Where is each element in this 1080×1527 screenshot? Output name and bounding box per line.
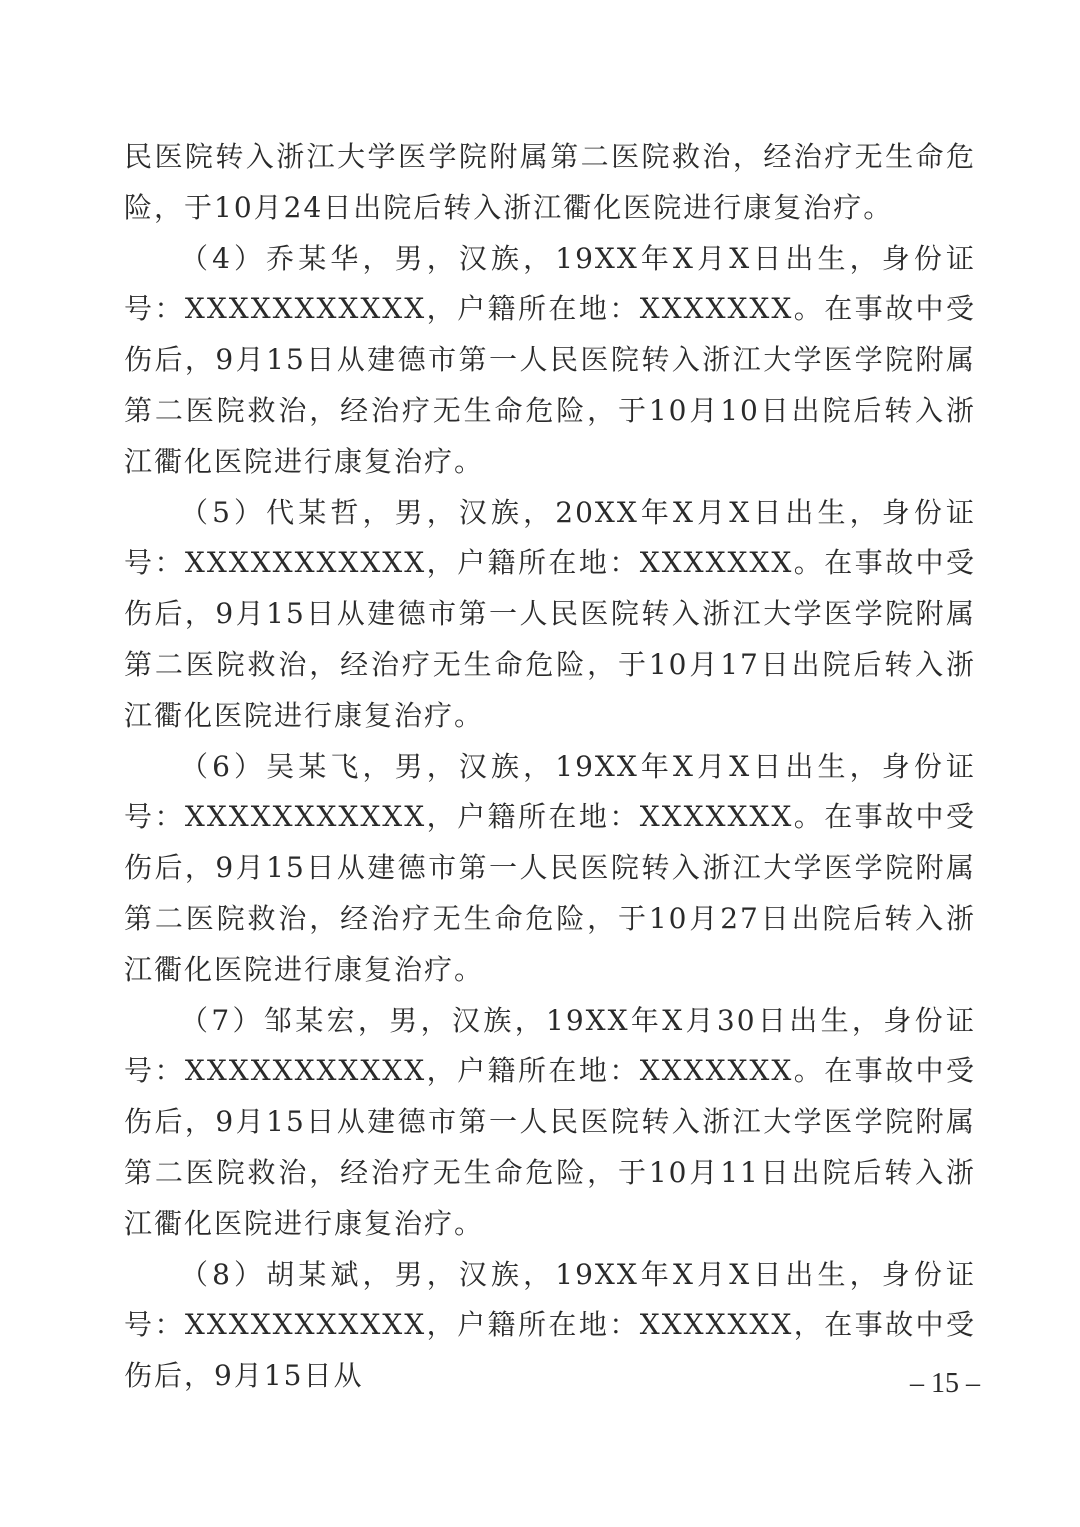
paragraph-continuation: 民医院转入浙江大学医学院附属第二医院救治，经治疗无生命危险，于10月24日出院后转入浙江衢化医院进行康复治疗。	[124, 140, 976, 224]
body-text	[124, 132, 976, 1402]
paragraph-item-6: （6）吴某飞，男，汉族，19XX年X月X日出生，身份证号：XXXXXXXXXXX，户籍所在地：XXXXXXX。在事故中受伤后，9月15日从建德市第一人民医院转入浙江大学医学院附属第二医院救治，经治疗无生命危险，于10月27日出院后转入浙江衢化医院进行康复治疗。	[124, 749, 976, 986]
paragraph-item-7: （7）邹某宏，男，汉族，19XX年X月30日出生，身份证号：XXXXXXXXXXX，户籍所在地：XXXXXXX。在事故中受伤后，9月15日从建德市第一人民医院转入浙江大学医学院附属第二医院救治，经治疗无生命危险，于10月11日出院后转入浙江衢化医院进行康复治疗。	[124, 1003, 976, 1240]
page-number: – 15 –	[910, 1368, 980, 1399]
paragraph-item-4: （4）乔某华，男，汉族，19XX年X月X日出生，身份证号：XXXXXXXXXXX，户籍所在地：XXXXXXX。在事故中受伤后，9月15日从建德市第一人民医院转入浙江大学医学院附属第二医院救治，经治疗无生命危险，于10月10日出院后转入浙江衢化医院进行康复治疗。	[124, 241, 976, 478]
paragraph-item-8: （8）胡某斌，男，汉族，19XX年X月X日出生，身份证号：XXXXXXXXXXX，户籍所在地：XXXXXXX，在事故中受伤后，9月15日从	[124, 1257, 976, 1393]
paragraph-item-5: （5）代某哲，男，汉族，20XX年X月X日出生，身份证号：XXXXXXXXXXX，户籍所在地：XXXXXXX。在事故中受伤后，9月15日从建德市第一人民医院转入浙江大学医学院附属第二医院救治，经治疗无生命危险，于10月17日出院后转入浙江衢化医院进行康复治疗。	[124, 495, 976, 732]
